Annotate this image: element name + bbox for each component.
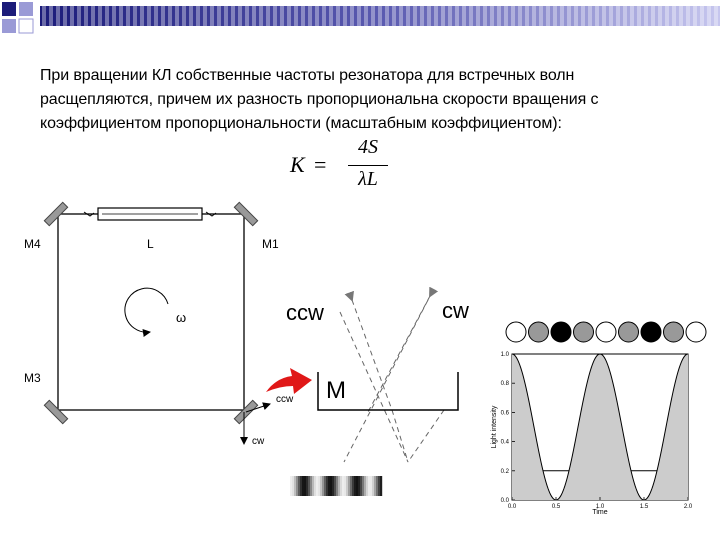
- fringe-barcode: [290, 476, 382, 496]
- barcode-stripe: [358, 476, 360, 496]
- chart-xlabel: Time: [592, 509, 608, 516]
- barcode-stripe: [300, 476, 302, 496]
- formula-numerator: 4S: [358, 136, 378, 158]
- intensity-area: [512, 354, 688, 500]
- intensity-chart: [491, 352, 693, 516]
- barcode-stripe: [294, 476, 296, 496]
- barcode-stripe: [362, 476, 364, 496]
- barcode-stripe: [356, 476, 358, 496]
- barcode-stripe: [370, 476, 372, 496]
- label-m4: M4: [24, 237, 41, 251]
- combiner-mirror-label: M: [326, 377, 346, 404]
- chart-ylabel: Light intensity: [491, 405, 498, 449]
- barcode-stripe: [318, 476, 320, 496]
- cw-beam-alt: [368, 296, 430, 412]
- barcode-stripe: [364, 476, 366, 496]
- barcode-stripe: [314, 476, 316, 496]
- fringe-circle: [506, 322, 526, 342]
- ring-cw-label: cw: [252, 436, 265, 447]
- ccw-beam: [340, 312, 408, 462]
- formula-lhs: K: [290, 152, 305, 177]
- combiner-cw-label: cw: [442, 298, 469, 323]
- ring-ccw-label: ccw: [276, 394, 294, 405]
- barcode-stripe: [324, 476, 326, 496]
- barcode-stripe: [292, 476, 294, 496]
- y-tick-label: 0.0: [500, 498, 509, 504]
- barcode-stripe: [368, 476, 370, 496]
- fringe-circle: [551, 322, 571, 342]
- formula-equals: =: [314, 152, 327, 177]
- barcode-stripe: [330, 476, 332, 496]
- red-arrow-icon: [266, 368, 312, 394]
- fringe-circles: [506, 322, 706, 342]
- barcode-stripe: [360, 476, 362, 496]
- barcode-stripe: [340, 476, 342, 496]
- label-l: L: [147, 237, 154, 251]
- label-m1: M1: [262, 237, 279, 251]
- barcode-stripe: [296, 476, 298, 496]
- y-tick-label: 0.6: [500, 410, 509, 417]
- x-tick-label: 1.5: [639, 504, 649, 510]
- barcode-stripe: [310, 476, 312, 496]
- formula-denominator: λL: [358, 168, 378, 190]
- fringe-circle: [686, 322, 706, 342]
- barcode-stripe: [344, 476, 346, 496]
- barcode-stripe: [348, 476, 350, 496]
- barcode-stripe: [376, 476, 378, 496]
- barcode-stripe: [346, 476, 348, 496]
- barcode-stripe: [322, 476, 324, 496]
- barcode-stripe: [320, 476, 322, 496]
- y-tick-label: 1.0: [500, 352, 509, 358]
- barcode-stripe: [342, 476, 344, 496]
- fringe-circle: [574, 322, 594, 342]
- barcode-stripe: [328, 476, 330, 496]
- barcode-stripe: [306, 476, 308, 496]
- ccw-beam-alt: [352, 300, 392, 410]
- y-tick-label: 0.4: [500, 439, 509, 446]
- beam-combiner: [286, 296, 469, 496]
- fringe-circle: [641, 322, 661, 342]
- y-tick-label: 0.2: [500, 468, 509, 475]
- barcode-stripe: [326, 476, 328, 496]
- x-tick-label: 0.5: [551, 504, 561, 510]
- barcode-stripe: [298, 476, 300, 496]
- barcode-stripe: [334, 476, 336, 496]
- reflected-beam-2: [408, 410, 444, 462]
- barcode-stripe: [302, 476, 304, 496]
- combiner-ccw-label: ccw: [286, 300, 324, 325]
- barcode-stripe: [366, 476, 368, 496]
- rotation-arrow-icon: [125, 288, 168, 332]
- barcode-stripe: [338, 476, 340, 496]
- x-tick-label: 2.0: [683, 504, 693, 510]
- barcode-stripe: [352, 476, 354, 496]
- barcode-stripe: [290, 476, 292, 496]
- barcode-stripe: [304, 476, 306, 496]
- barcode-stripe: [372, 476, 374, 496]
- y-tick-label: 0.8: [500, 381, 509, 388]
- fringe-circle: [619, 322, 639, 342]
- barcode-stripe: [380, 476, 382, 496]
- fringe-circle: [596, 322, 616, 342]
- barcode-stripe: [312, 476, 314, 496]
- barcode-stripe: [336, 476, 338, 496]
- reflected-beam-1: [392, 410, 408, 462]
- barcode-stripe: [350, 476, 352, 496]
- barcode-stripe: [332, 476, 334, 496]
- barcode-stripe: [354, 476, 356, 496]
- omega-symbol: ω: [176, 310, 187, 325]
- label-m3: M3: [24, 371, 41, 385]
- x-tick-label: 1.0: [595, 504, 605, 510]
- barcode-stripe: [308, 476, 310, 496]
- description-text: При вращении КЛ собственные частоты резонатора для встречных волн расщепляются, причем их разность пропорциональна скорости вращения с коэффициентом пропорциональности (масштабным коэффициентом):: [40, 67, 599, 132]
- x-tick-label: 0.0: [507, 504, 517, 510]
- fringe-circle: [529, 322, 549, 342]
- barcode-stripe: [316, 476, 318, 496]
- ring-cavity: [24, 202, 294, 447]
- fringe-circle: [664, 322, 684, 342]
- mirror-m3: [44, 400, 67, 423]
- barcode-stripe: [378, 476, 380, 496]
- barcode-stripe: [374, 476, 376, 496]
